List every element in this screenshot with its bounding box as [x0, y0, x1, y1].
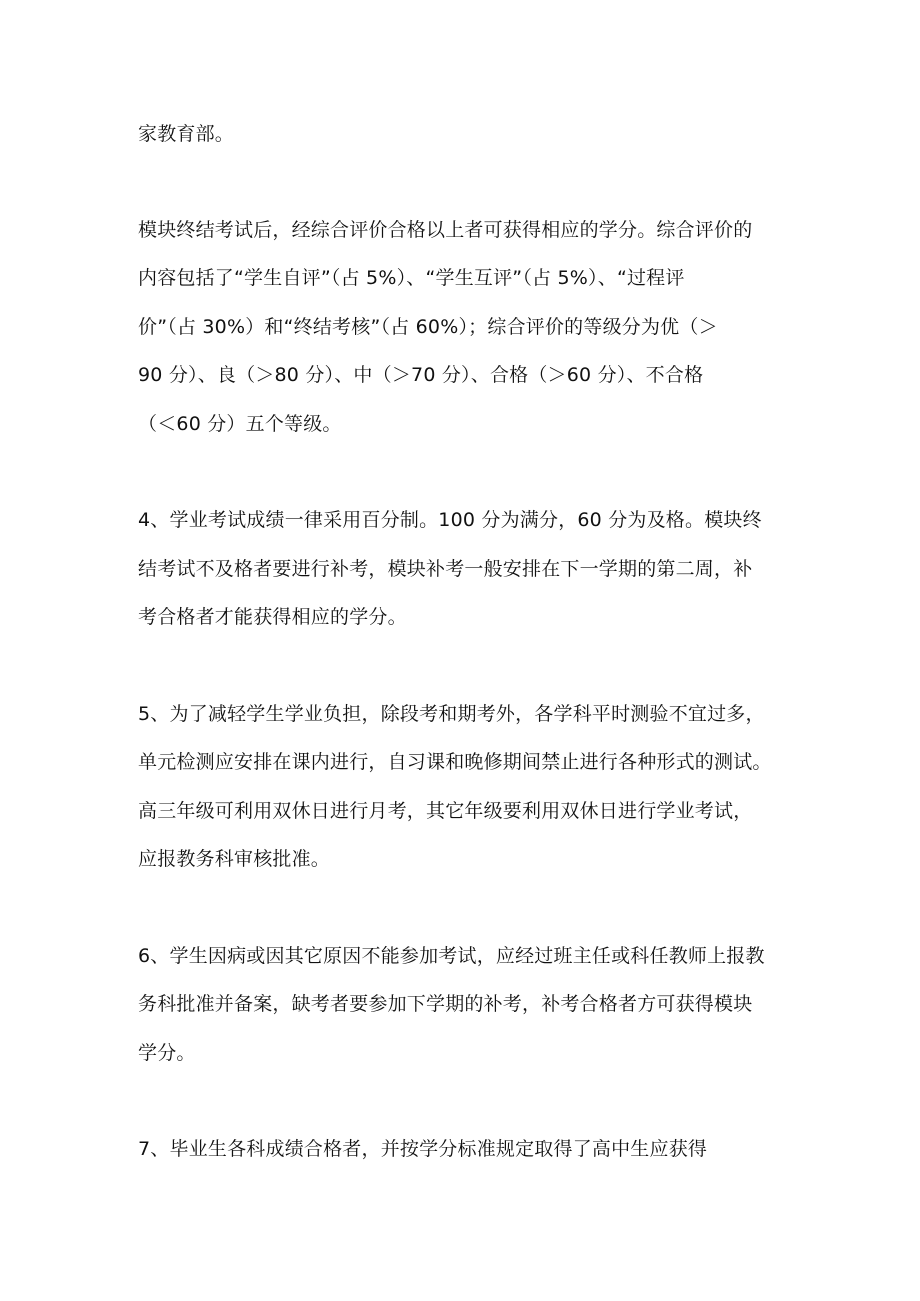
text-line: 家教育部。 — [138, 123, 235, 145]
text-line: 模块终结考试后，经综合评价合格以上者可获得相应的学分。综合评价的 — [138, 219, 753, 241]
text-line: 内容包括了“学生自评”（占 5%）、“学生互评”（占 5%）、“过程评 — [138, 267, 685, 289]
text-line: 应报教务科审核批准。 — [138, 848, 331, 870]
text-line: 5、为了减轻学生学业负担，除段考和期考外，各学科平时测验不宜过多， — [138, 703, 765, 725]
text-line: 单元检测应安排在课内进行，自习课和晚修期间禁止进行各种形式的测试。 — [138, 751, 772, 773]
text-line: 务科批准并备案，缺考者要参加下学期的补考，补考合格者方可获得模块 — [138, 993, 753, 1015]
text-line: 6、学生因病或因其它原因不能参加考试，应经过班主任或科任教师上报教 — [138, 945, 765, 967]
text-line: 7、毕业生各科成绩合格者，并按学分标准规定取得了高中生应获得 — [138, 1138, 708, 1160]
text-line: 4、学业考试成绩一律采用百分制。100 分为满分，60 分为及格。模块终 — [138, 509, 762, 531]
text-line: 结考试不及格者要进行补考，模块补考一般安排在下一学期的第二周，补 — [138, 558, 753, 580]
text-line: （＜60 分）五个等级。 — [138, 413, 342, 435]
text-line: 价”（占 30%）和“终结考核”（占 60%）；综合评价的等级分为优（＞ — [138, 316, 718, 338]
text-line: 考合格者才能获得相应的学分。 — [138, 606, 407, 628]
text-line: 90 分）、良（＞80 分）、中（＞70 分）、合格（＞60 分）、不合格 — [138, 364, 704, 386]
text-line: 高三年级可利用双休日进行月考，其它年级要利用双休日进行学业考试， — [138, 800, 753, 822]
text-line: 学分。 — [138, 1042, 196, 1064]
